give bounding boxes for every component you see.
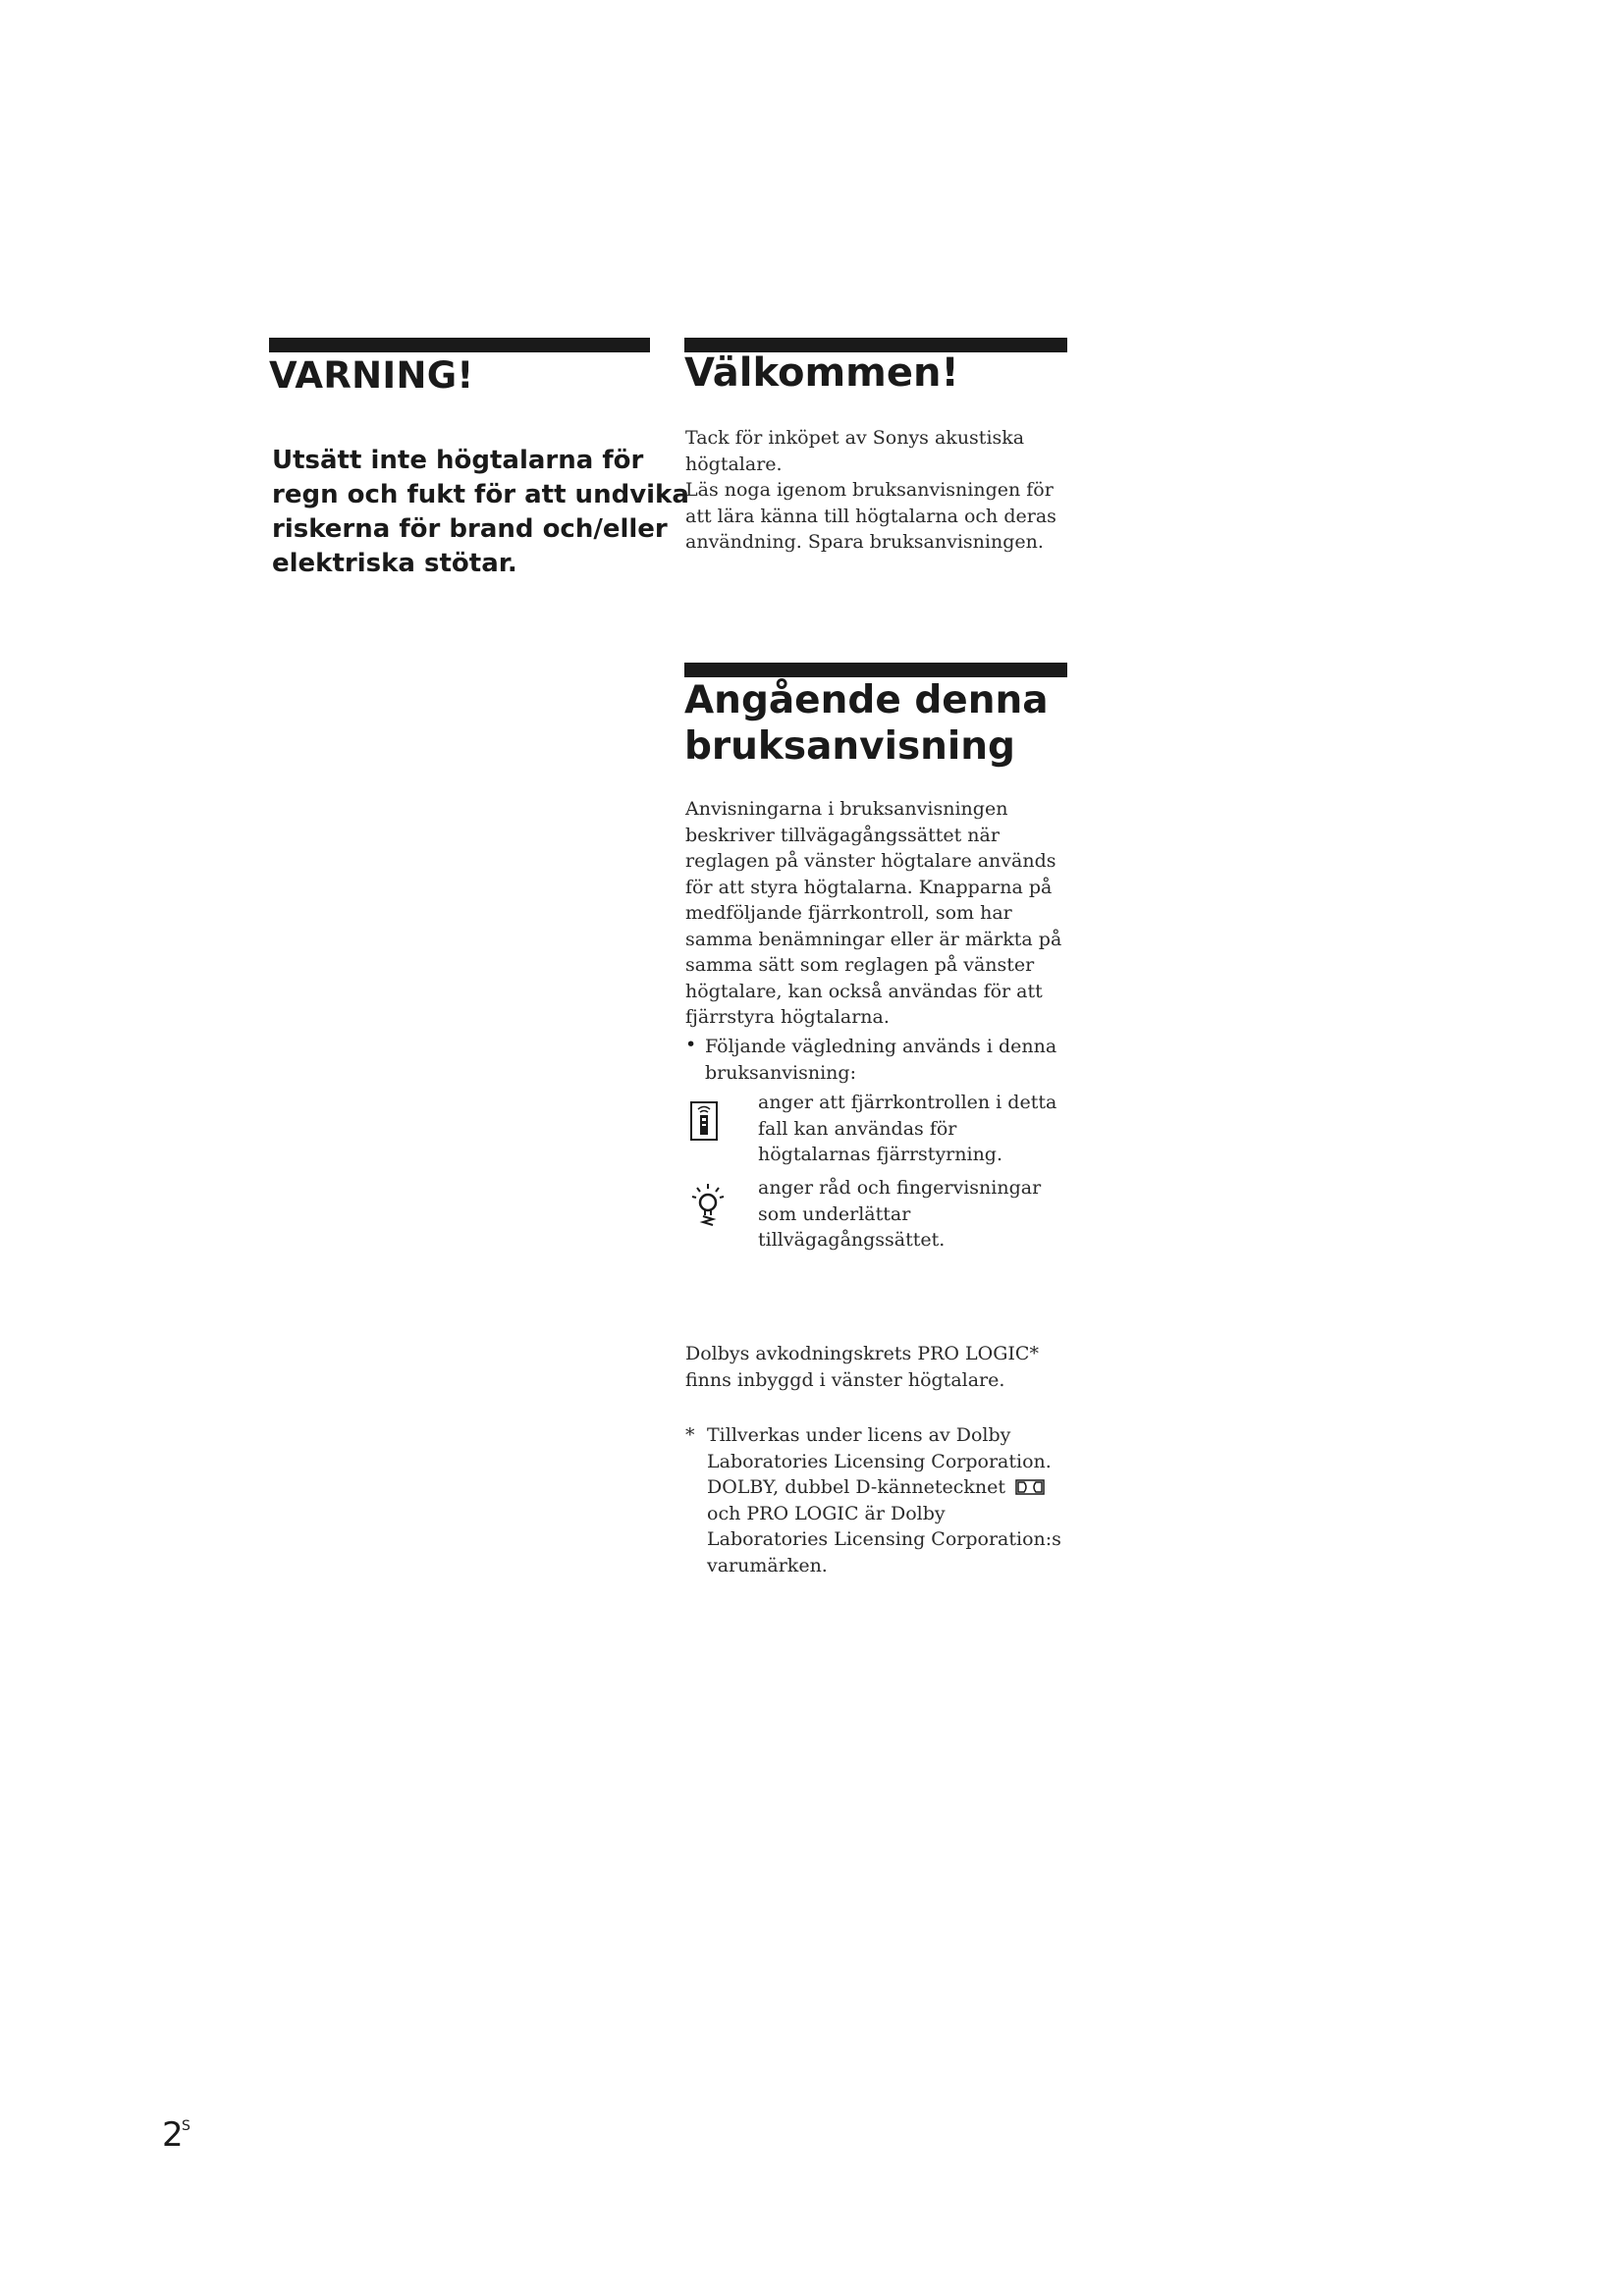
page-number: 2 [162, 2115, 184, 2155]
about-rule [684, 663, 1067, 677]
tip-legend-line: tillvägagångssättet. [758, 1229, 946, 1251]
footnote-line [707, 1474, 1061, 1501]
about-line: reglagen på vänster högtalare används [685, 850, 1056, 872]
warning-line: elektriska stötar. [272, 549, 517, 578]
welcome-line: Läs noga igenom bruksanvisningen för [685, 479, 1054, 501]
about-title [684, 677, 1049, 770]
about-text [685, 796, 1061, 1031]
bullet-line: Följande vägledning används i denna [705, 1036, 1057, 1057]
bullet-dot: • [685, 1034, 697, 1055]
warning-line: riskerna för brand och/eller [272, 514, 668, 544]
remote-legend-line: fall kan användas för [758, 1117, 957, 1140]
remote-legend-line: anger att fjärrkontrollen i detta [758, 1092, 1057, 1113]
about-line: samma sätt som reglagen på vänster [685, 954, 1035, 976]
footnote-line: Laboratories Licensing Corporation:s [707, 1528, 1061, 1550]
warning-line: regn och fukt för att undvika [272, 480, 689, 509]
footnote-line: och PRO LOGIC är Dolby [707, 1502, 946, 1524]
remote-control-icon [690, 1101, 718, 1141]
footnote-text [707, 1422, 1061, 1578]
dolby-text [685, 1341, 1039, 1393]
about-line: högtalare, kan också användas för att [685, 980, 1043, 1002]
warning-title: VARNING! [269, 354, 474, 397]
dolby-line: finns inbyggd i vänster högtalare. [685, 1368, 1005, 1391]
bullet-text [705, 1034, 1056, 1086]
welcome-line: Tack för inköpet av Sonys akustiska [685, 427, 1025, 449]
about-line: för att styra högtalarna. Knapparna på [685, 876, 1053, 898]
footnote-star: * [685, 1424, 695, 1446]
about-line: samma benämningar eller är märkta på [685, 928, 1062, 950]
page-number-suffix: S [182, 2118, 190, 2134]
warning-line: Utsätt inte högtalarna för [272, 446, 644, 475]
about-line: fjärrstyra högtalarna. [685, 1006, 890, 1028]
about-title-line: Angående denna [684, 678, 1049, 722]
footnote-line: varumärken. [707, 1554, 828, 1576]
about-title-line: bruksanvisning [684, 724, 1015, 769]
about-line: Anvisningarna i bruksanvisningen [685, 798, 1008, 820]
tip-legend-line: som underlättar [758, 1202, 911, 1225]
tip-legend-text [758, 1175, 1041, 1254]
welcome-line: högtalare. [685, 453, 783, 475]
footnote-line-text: DOLBY, dubbel D-kännetecknet [707, 1476, 1006, 1498]
warning-text [272, 444, 689, 581]
about-line: medföljande fjärrkontroll, som har [685, 902, 1012, 924]
remote-legend-line: högtalarnas fjärrstyrning. [758, 1144, 1003, 1165]
about-line: beskriver tillvägagångssättet när [685, 824, 1000, 846]
welcome-title: Välkommen! [684, 350, 959, 396]
welcome-text [685, 425, 1056, 556]
footnote-line: Laboratories Licensing Corporation. [707, 1450, 1052, 1472]
bullet-line: bruksanvisning: [705, 1061, 856, 1084]
tip-legend-line: anger råd och fingervisningar [758, 1177, 1042, 1199]
footnote-line: Tillverkas under licens av Dolby [707, 1424, 1011, 1446]
dolby-double-d-icon [1015, 1479, 1045, 1495]
remote-legend-text [758, 1090, 1056, 1168]
welcome-line: att lära känna till högtalarna och deras [685, 505, 1056, 527]
lightbulb-tip-icon [691, 1183, 725, 1230]
warning-rule [269, 338, 650, 352]
dolby-line: Dolbys avkodningskrets PRO LOGIC* [685, 1343, 1039, 1364]
welcome-line: användning. Spara bruksanvisningen. [685, 531, 1044, 553]
